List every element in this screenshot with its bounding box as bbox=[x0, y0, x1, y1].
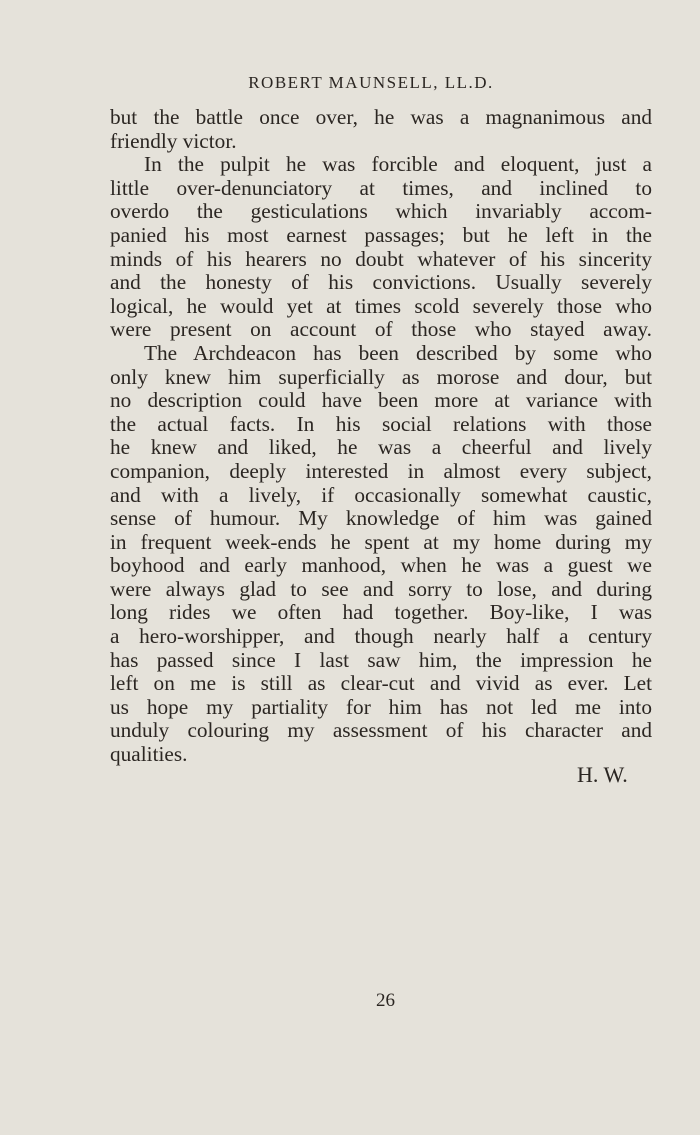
text-line: the actual facts. In his social relations with those bbox=[110, 411, 652, 436]
text-line: boyhood and early manhood, when he was a guest we bbox=[110, 553, 652, 578]
text-line: were present on account of those who stayed away. bbox=[110, 317, 652, 342]
text-line: overdo the gesticulations which invariably accom- bbox=[110, 199, 652, 224]
text-line: companion, deeply interested in almost every subject, bbox=[110, 458, 652, 483]
signature-initials: H. W. bbox=[577, 762, 628, 787]
text-line: sense of humour. My knowledge of him was gained bbox=[110, 506, 652, 531]
text-line: but the battle once over, he was a magnanimous and bbox=[110, 105, 652, 129]
text-line: he knew and liked, he was a cheerful and lively bbox=[110, 435, 652, 460]
page-number: 26 bbox=[376, 990, 395, 1011]
text-line: little over-denunciatory at times, and inclined to bbox=[110, 175, 652, 200]
text-line: unduly colouring my assessment of his character and bbox=[110, 718, 652, 743]
text-line: panied his most earnest passages; but he left in the bbox=[110, 222, 652, 247]
text-line: The Archdeacon has been described by some who bbox=[144, 340, 652, 365]
text-line: and the honesty of his convictions. Usually severely bbox=[110, 270, 652, 295]
text-line: only knew him superficially as morose and dour, but bbox=[110, 364, 652, 389]
text-line: us hope my partiality for him has not led me into bbox=[110, 694, 652, 719]
text-line: friendly victor. bbox=[110, 128, 237, 153]
text-line: minds of his hearers no doubt whatever of his sincerity bbox=[110, 246, 652, 271]
running-head: ROBERT MAUNSELL, LL.D. bbox=[248, 73, 494, 92]
text-line: and with a lively, if occasionally somewhat caustic, bbox=[110, 482, 652, 507]
text-line: in frequent week-ends he spent at my home during my bbox=[110, 529, 652, 554]
text-line: has passed since I last saw him, the impression he bbox=[110, 647, 652, 672]
text-line: long rides we often had together. Boy-like, I was bbox=[110, 600, 652, 625]
text-line: logical, he would yet at times scold severely those who bbox=[110, 293, 652, 318]
text-line: qualities. bbox=[110, 742, 188, 767]
text-line: left on me is still as clear-cut and vivid as ever. Let bbox=[110, 671, 652, 696]
text-line: a hero-worshipper, and though nearly half a century bbox=[110, 624, 652, 649]
body-text bbox=[110, 106, 652, 767]
text-line: no description could have been more at variance with bbox=[110, 388, 652, 413]
text-line: In the pulpit he was forcible and eloquent, just a bbox=[144, 152, 652, 177]
text-line: were always glad to see and sorry to lose, and during bbox=[110, 576, 652, 601]
